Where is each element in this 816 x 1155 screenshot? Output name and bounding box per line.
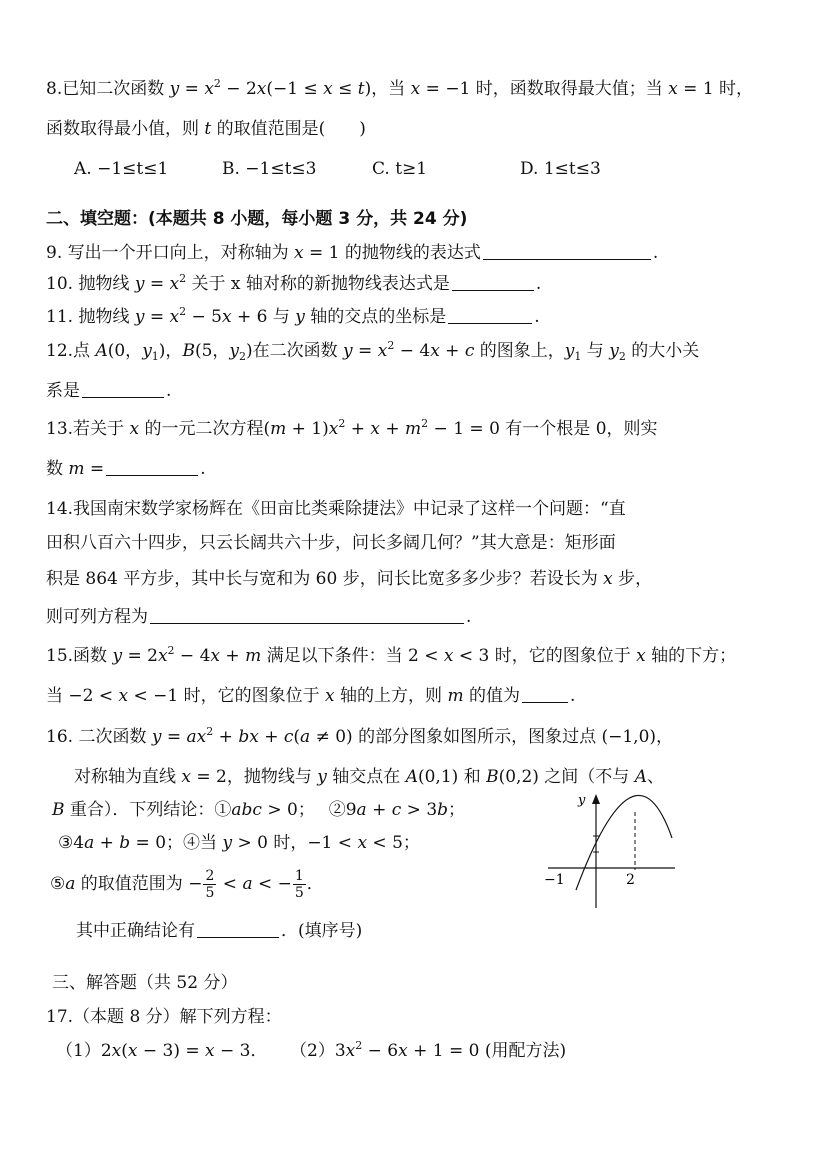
q8-label: 8. <box>46 79 63 99</box>
q16-fraction-1-numerator: 2 <box>205 868 215 884</box>
q14-answer-blank[interactable] <box>150 607 464 624</box>
section-3-heading: 三、解答题（共 52 分） <box>52 973 238 993</box>
q8-line1: 8.已知二次函数 $y = x^2 - 2x(-1 \le x \le t)$，当 x = −1 时，函数取得最大值；当 x = 1 时， <box>46 77 754 99</box>
q16-line2: 对称轴为直线 x = 2，抛物线与 y 轴交点在 A(0,1) 和 B(0,2) 之间（不与 A、 <box>74 767 664 787</box>
q16-answer-blank[interactable] <box>197 921 279 938</box>
q14-line2: 田积八百六十四步，只云长阔共六十步，问长多阔几何？”其大意是：矩形面 <box>46 533 616 553</box>
graph-x-label-two: 2 <box>626 872 635 888</box>
q12-answer-blank[interactable] <box>82 381 164 398</box>
q13-line2: 数 m = . <box>46 459 206 479</box>
q16-fraction-2 <box>293 868 306 901</box>
q16-line5-end: ． <box>306 874 324 894</box>
q13-answer-blank[interactable] <box>106 459 198 476</box>
q10-answer-blank[interactable] <box>452 274 534 291</box>
graph-y-label: y <box>578 793 586 808</box>
q8-option-a[interactable]: A. −1≤t≤1 <box>74 159 169 179</box>
q16-line4: ③4a + b = 0；④当 y > 0 时，−1 < x < 5； <box>58 833 420 853</box>
q12-end: . <box>166 381 172 401</box>
q14-line3: 积是 864 平方步，其中长与宽和为 60 步，问长比宽多多少步？若设长为 x 步， <box>46 569 653 589</box>
q12-line1: 12.点 A(0，$y_1$)，B(5，$y_2$)在二次函数 $y = x^2 - 4x + c$ 的图象上，$y_1$ 与 $y_2$ 的大小关 <box>46 339 700 363</box>
q9-answer-blank[interactable] <box>483 243 651 260</box>
q17-part2: $(2)3x^2 - 6x + 1 = 0$ (用配方法) <box>290 1039 567 1061</box>
q9-line: 9. 写出一个开口向上，对称轴为 x = 1 的抛物线的表达式 . <box>46 243 659 263</box>
q13-end: . <box>200 459 206 479</box>
q16-line3: B 重合）．下列结论：①abc > 0； ②9a + c > 3b； <box>52 800 466 820</box>
q15-answer-blank[interactable] <box>522 686 568 703</box>
q16-line6-prefix: 其中正确结论有 <box>76 921 195 941</box>
q17-part1: （1）2x(x − 3) = x − 3． <box>56 1041 268 1061</box>
graph-x-label-minus-one: −1 <box>544 872 565 888</box>
graph-parabola <box>576 795 672 890</box>
graph-y-axis-arrow <box>592 794 600 804</box>
q17-intro: 17.（本题 8 分）解下列方程： <box>46 1007 282 1027</box>
q12-line2: 系是 . <box>46 381 172 401</box>
q13-line1: 13.若关于 x 的一元二次方程$(m + 1)x^2 + x + m^2 - 1 = 0$ 有一个根是 0，则实 <box>46 417 658 439</box>
q14-line4 <box>46 606 471 628</box>
q15-line2: 当 −2 < x < −1 时，它的图象位于 x 轴的上方，则 m 的值为 . <box>46 686 576 706</box>
q10-line: 10. 抛物线 $y = x^2$ 关于 x 轴对称的新抛物线表达式是 . <box>46 272 542 294</box>
q11-end: . <box>534 307 540 327</box>
q16-fraction-2-denominator: 5 <box>294 885 304 901</box>
q14-line4-text: 则可列方程为 <box>46 607 148 627</box>
q15-line1: 15.函数 $y = 2x^2 - 4x + m$ 满足以下条件：当 2 < x < 3 时，它的图象位于 x 轴的下方； <box>46 644 737 666</box>
q9-end: . <box>652 243 659 263</box>
q16-line5: ⑤a 的取值范围为 − $\frac{2}{5}$ < a < − $\frac{1}{5}$ ． <box>50 868 324 901</box>
q11-line: 11. 抛物线 $y = x^2 - 5x + 6$ 与 y 轴的交点的坐标是 . <box>46 305 540 327</box>
q16-parabola-graph <box>540 790 680 910</box>
q8-option-c[interactable]: C. t≥1 <box>372 159 428 179</box>
q8-line2: 函数取得最小值，则 t 的取值范围是( ) <box>46 119 366 139</box>
q14-end: . <box>466 607 472 627</box>
q11-answer-blank[interactable] <box>448 307 532 324</box>
q15-end: . <box>569 686 576 706</box>
q8-option-d[interactable]: D. 1≤t≤3 <box>520 159 601 179</box>
q16-fraction-1 <box>203 868 216 901</box>
q16-fraction-1-denominator: 5 <box>205 885 215 901</box>
q10-end: . <box>535 274 542 294</box>
section-2-heading: 二、填空题：(本题共 8 小题，每小题 3 分，共 24 分) <box>46 209 468 229</box>
q16-fraction-2-numerator: 1 <box>294 868 304 884</box>
q16-line6-end: ．(填序号) <box>281 921 363 941</box>
q16-line6 <box>76 920 362 942</box>
q8-option-b[interactable]: B. −1≤t≤3 <box>222 159 317 179</box>
q16-line1: 16. 二次函数 $y = ax^2$ + bx + c(a ≠ 0) 的部分图象如图所示，图象过点 (−1,0)， <box>46 725 674 747</box>
q14-line1: 14.我国南宋数学家杨辉在《田亩比类乘除捷法》中记录了这样一个问题：“直 <box>46 499 626 519</box>
